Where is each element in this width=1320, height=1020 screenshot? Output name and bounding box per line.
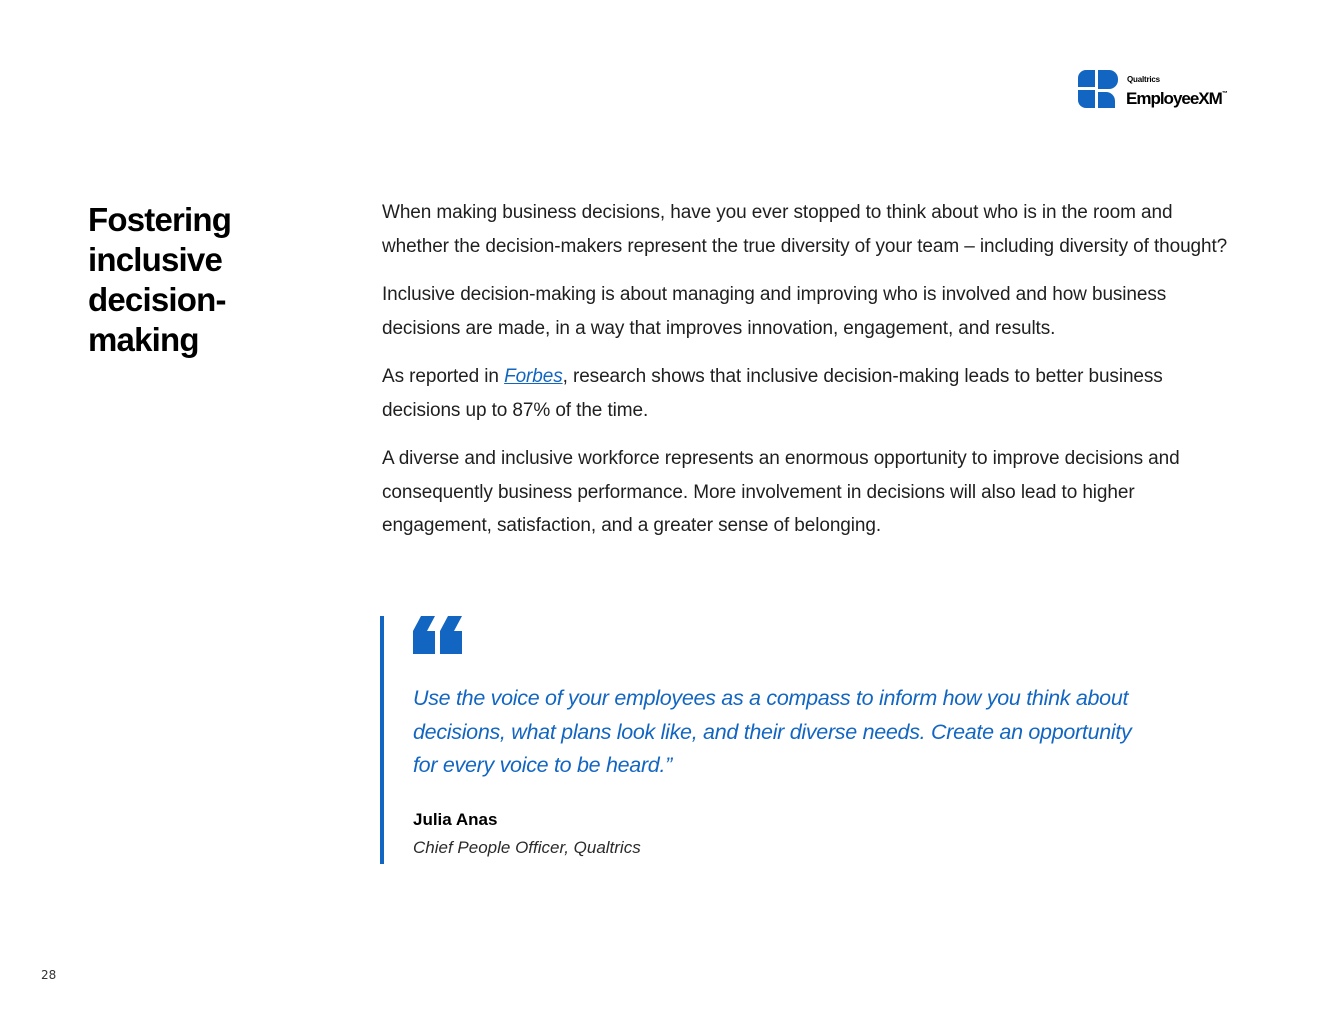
title-line-4: making [88,321,199,358]
quote-mark-icon [413,616,465,656]
pull-quote [380,616,1184,864]
logo-brand-small: Qualtrics [1127,75,1160,84]
title-line-3: decision- [88,281,226,318]
logo-brand-text: EmployeeXM [1126,89,1222,108]
quote-text: Use the voice of your employees as a compass to inform how you think about decisions, what plans look like, and their diverse needs. Create an opportunity for every voice to be heard.” [413,686,1132,777]
quote-author-role: Chief People Officer, Qualtrics [413,838,641,857]
logo-trademark: ™ [1221,91,1228,97]
paragraph-3-suffix: , research shows that inclusive decision-making leads to better business decisions up to 87% of the time. [382,366,1163,421]
forbes-link[interactable]: Forbes [504,366,563,387]
title-line-2: inclusive [88,241,223,278]
page-title [88,200,308,360]
paragraph-4: A diverse and inclusive workforce represents an enormous opportunity to improve decisions and consequently business performance. More involvement in decisions will also lead to higher engagement, satisfaction, and a greater sense of belonging. [382,448,1180,536]
qualtrics-mark-icon [1078,70,1118,108]
logo-brand-name [1126,84,1228,109]
paragraph-2: Inclusive decision-making is about managing and improving who is involved and how business decisions are made, in a way that improves innovation, engagement, and results. [382,284,1167,339]
body-copy [382,196,1232,558]
paragraph-3-prefix: As reported in [382,366,505,387]
employeexm-logo [1078,70,1238,110]
quote-author: Julia Anas [413,810,498,829]
page-number: 28 [41,968,57,982]
paragraph-3 [382,360,1232,427]
title-line-1: Fostering [88,201,232,238]
paragraph-1: When making business decisions, have you ever stopped to think about who is in the room and whether the decision-makers represent the true diversity of your team – including diversity of thought? [382,202,1228,257]
